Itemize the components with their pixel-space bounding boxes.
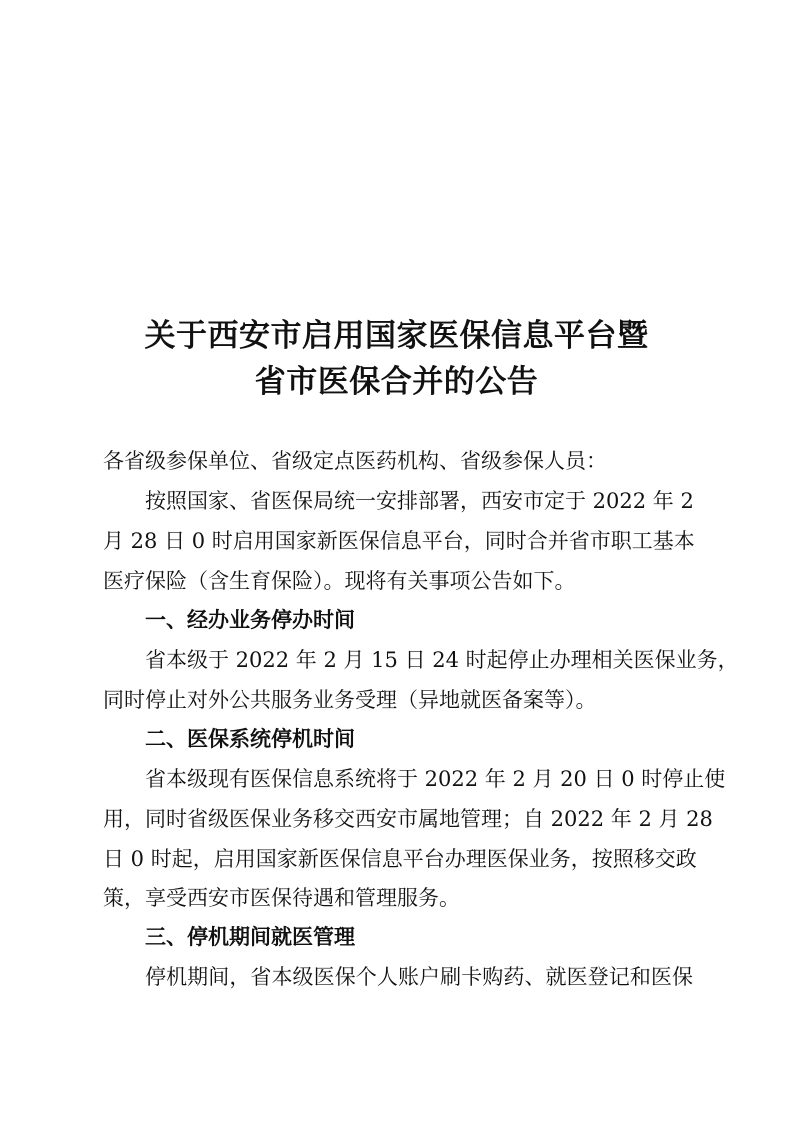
intro-line: 按照国家、省医保局统一安排部署，西安市定于 2022 年 2 (145, 489, 694, 513)
section-heading-2: 二、医保系统停机时间 (145, 727, 355, 751)
section-2-line: 省本级现有医保信息系统将于 2022 年 2 月 20 日 0 时停止使 (145, 767, 726, 791)
intro-line: 医疗保险（含生育保险）。现将有关事项公告如下。 (103, 569, 576, 593)
section-heading-1: 一、经办业务停办时间 (145, 608, 355, 632)
section-1-line: 省本级于 2022 年 2 月 15 日 24 时起停止办理相关医保业务， (145, 648, 739, 672)
document-title-line-2: 省市医保合并的公告 (254, 364, 539, 400)
intro-line: 月 28 日 0 时启用国家新医保信息平台，同时合并省市职工基本 (103, 529, 695, 553)
section-1-line: 同时停止对外公共服务业务受理（异地就医备案等）。 (103, 688, 597, 712)
section-2-line: 策，享受西安市医保待遇和管理服务。 (103, 886, 460, 910)
section-heading-3: 三、停机期间就医管理 (145, 925, 355, 949)
section-2-line: 用，同时省级医保业务移交西安市属地管理；自 2022 年 2 月 28 (103, 807, 713, 831)
document-title-line-1: 关于西安市启用国家医保信息平台暨 (144, 318, 649, 354)
section-2-line: 日 0 时起，启用国家新医保信息平台办理医保业务，按照移交政 (103, 847, 697, 871)
section-3-line: 停机期间，省本级医保个人账户刷卡购药、就医登记和医保 (145, 965, 693, 989)
salutation: 各省级参保单位、省级定点医药机构、省级参保人员： (103, 449, 607, 473)
